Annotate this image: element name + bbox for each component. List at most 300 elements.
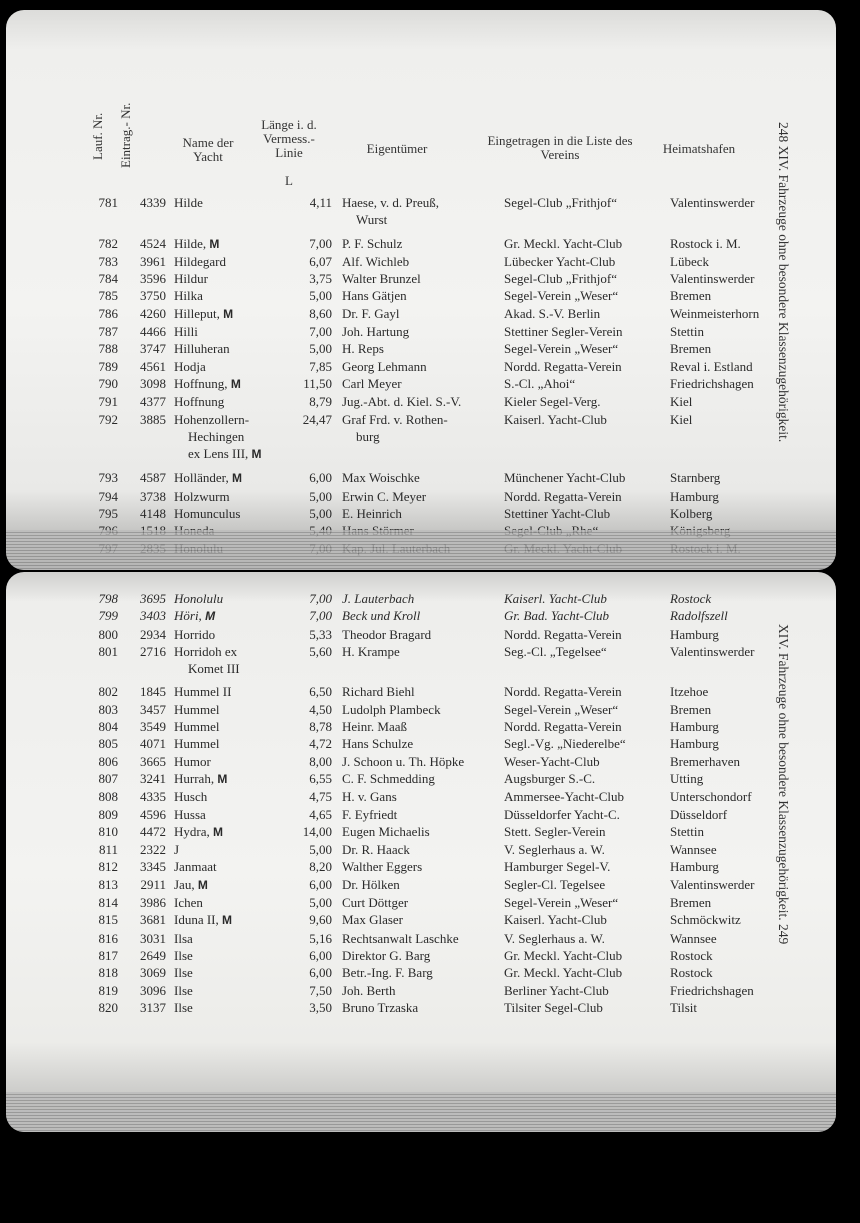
eintrag-nr [126, 505, 174, 522]
owner [342, 858, 504, 875]
side-caption-249: XIV. Fahrzeuge ohne besondere Klassenzugehörigkeit. 249 [776, 624, 791, 945]
lauf-nr-text: 795 [98, 506, 118, 522]
lauf-nr [78, 858, 126, 875]
lauf-nr-text: 786 [98, 305, 118, 321]
owner [342, 590, 504, 607]
lauf-nr-text: 793 [98, 470, 118, 486]
owner [342, 788, 504, 805]
owner-text: Alf. Wichleb [342, 253, 410, 269]
club-text: Stett. Segler-Verein [504, 823, 606, 839]
owner-text: Beck und Kroll [342, 608, 421, 624]
yacht-name [174, 505, 296, 522]
eintrag-nr-text: 3031 [140, 930, 166, 946]
lauf-nr-text: 800 [98, 626, 118, 642]
owner [342, 701, 504, 718]
lauf-nr-text: 813 [98, 876, 118, 892]
club [504, 626, 670, 643]
eintrag-nr [126, 469, 174, 487]
home-port [670, 590, 794, 607]
club-text: Nordd. Regatta-Verein [504, 626, 622, 642]
length [296, 488, 342, 505]
lauf-nr-text: 798 [98, 591, 118, 606]
yacht-name-text: Hummel II [174, 684, 232, 700]
club-text: Segel-Verein „Weser“ [504, 895, 619, 911]
owner [342, 930, 504, 947]
yacht-name-text: Ilsa [174, 930, 193, 946]
eintrag-nr [126, 488, 174, 505]
length [296, 235, 342, 253]
table-row [78, 982, 794, 999]
length [296, 982, 342, 999]
club [504, 340, 670, 357]
lauf-nr [78, 643, 126, 684]
length-text: 3,75 [309, 271, 332, 287]
club [504, 194, 670, 235]
header-laenge-label: Länge i. d. Vermess.- Linie [261, 117, 317, 160]
header-laenge [252, 118, 326, 188]
club [504, 806, 670, 823]
club [504, 375, 670, 393]
club [504, 469, 670, 487]
table-row [78, 841, 794, 858]
lauf-nr-text: 788 [98, 341, 118, 357]
lauf-nr [78, 235, 126, 253]
eintrag-nr [126, 323, 174, 340]
yacht-name [174, 894, 296, 911]
lauf-nr-text: 818 [98, 965, 118, 981]
yacht-name [174, 858, 296, 875]
yacht-name [174, 999, 296, 1016]
club [504, 683, 670, 700]
lauf-nr [78, 999, 126, 1016]
home-port-text: Wannsee [670, 930, 717, 946]
lauf-nr [78, 488, 126, 505]
club [504, 841, 670, 858]
motor-flag: M [223, 306, 234, 321]
lauf-nr [78, 253, 126, 270]
table-row [78, 194, 794, 235]
home-port-text: Wannsee [670, 842, 717, 858]
club-text: Segel-Club „Frithjof“ [504, 195, 618, 210]
club [504, 999, 670, 1016]
yacht-name-text: Hohenzollern- [174, 411, 250, 427]
eintrag-nr-text: 4596 [140, 806, 166, 822]
length-text: 5,00 [309, 842, 332, 858]
yacht-name-text: Ilse [174, 947, 193, 963]
owner [342, 911, 504, 929]
club-text: Kieler Segel-Verg. [504, 394, 601, 410]
yacht-name [174, 194, 296, 235]
length [296, 701, 342, 718]
owner [342, 411, 504, 470]
length [296, 411, 342, 470]
length-text: 5,00 [309, 506, 332, 522]
owner [342, 488, 504, 505]
length-text: 11,50 [303, 375, 332, 391]
club-text: Kaiserl. Yacht-Club [504, 411, 607, 427]
length-text: 4,50 [309, 701, 332, 717]
lauf-nr [78, 505, 126, 522]
owner [342, 340, 504, 357]
club-text: Nordd. Regatta-Verein [504, 719, 622, 735]
length [296, 753, 342, 770]
eintrag-nr-text: 3457 [140, 701, 166, 717]
club [504, 590, 670, 607]
yacht-name-text: Ilse [174, 965, 193, 981]
yacht-name-text: Ilse [174, 999, 193, 1015]
owner-text: Theodor Bragard [342, 626, 432, 642]
yacht-name [174, 340, 296, 357]
home-port [670, 964, 794, 981]
motor-flag: M [217, 771, 228, 786]
length-text: 4,72 [309, 736, 332, 752]
club-text: Düsseldorfer Yacht-C. [504, 806, 620, 822]
eintrag-nr-text: 3345 [140, 859, 166, 875]
club-text: Gr. Meckl. Yacht-Club [504, 965, 623, 981]
length [296, 253, 342, 270]
length [296, 626, 342, 643]
home-port-text: Tilsit [670, 999, 697, 1015]
length-text: 5,60 [309, 643, 332, 659]
home-port-text: Hamburg [670, 719, 719, 735]
owner [342, 305, 504, 323]
lauf-nr [78, 270, 126, 287]
table-row [78, 358, 794, 375]
lauf-nr-text: 790 [98, 375, 118, 391]
owner [342, 626, 504, 643]
lauf-nr-text: 811 [98, 842, 118, 858]
yacht-name-text: Hilleput, [174, 305, 220, 321]
club [504, 823, 670, 841]
eintrag-nr-text: 2322 [140, 842, 166, 858]
home-port-text: Weinmeisterhorn [670, 305, 760, 321]
lauf-nr-text: 815 [98, 912, 118, 928]
length-text: 7,00 [309, 324, 332, 340]
table-row [78, 894, 794, 911]
eintrag-nr [126, 930, 174, 947]
owner-text: Direktor G. Barg [342, 947, 431, 963]
eintrag-nr [126, 287, 174, 304]
table-row [78, 930, 794, 947]
lauf-nr [78, 806, 126, 823]
eintrag-nr-text: 1845 [140, 684, 166, 700]
eintrag-nr-text: 4071 [140, 736, 166, 752]
owner-text: Richard Biehl [342, 684, 415, 700]
lauf-nr [78, 911, 126, 929]
eintrag-nr-text: 3681 [140, 912, 166, 928]
eintrag-nr-text: 2934 [140, 626, 166, 642]
owner [342, 607, 504, 625]
home-port-text: Valentinswerder [670, 271, 755, 287]
eintrag-nr [126, 270, 174, 287]
yacht-name [174, 469, 296, 487]
club [504, 894, 670, 911]
yacht-name-text: Honolulu [174, 591, 224, 606]
length [296, 305, 342, 323]
lauf-nr [78, 982, 126, 999]
eintrag-nr-text: 3241 [140, 770, 166, 786]
yacht-name [174, 607, 296, 625]
table-row [78, 683, 794, 700]
motor-flag: M [231, 471, 242, 486]
length [296, 947, 342, 964]
home-port-text: Rostock [670, 947, 713, 963]
table-row [78, 947, 794, 964]
club [504, 947, 670, 964]
lauf-nr-text: 789 [98, 358, 118, 374]
club [504, 607, 670, 625]
yacht-name-text: Hilde, [174, 235, 207, 251]
owner [342, 253, 504, 270]
eintrag-nr [126, 194, 174, 235]
eintrag-nr [126, 626, 174, 643]
length-text: 7,85 [309, 358, 332, 374]
owner [342, 964, 504, 981]
eintrag-nr [126, 876, 174, 894]
yacht-name [174, 701, 296, 718]
eintrag-nr [126, 253, 174, 270]
eintrag-nr [126, 753, 174, 770]
length [296, 393, 342, 410]
header-laenge-unit: L [285, 173, 293, 188]
yacht-name-text: Hilluheran [174, 341, 230, 357]
club-text: V. Seglerhaus a. W. [504, 842, 605, 858]
owner [342, 235, 504, 253]
owner [342, 287, 504, 304]
yacht-name-text: Janmaat [174, 859, 217, 875]
yacht-name-text: Jau, [174, 876, 195, 892]
header-eintrag-nr: Eintrag.- Nr. [118, 102, 133, 168]
eintrag-nr [126, 683, 174, 700]
length [296, 469, 342, 487]
yacht-name-text: Holzwurm [174, 488, 230, 504]
yacht-name [174, 590, 296, 607]
home-port [670, 505, 794, 522]
eintrag-nr-text: 4260 [140, 305, 166, 321]
owner-text: H. v. Gans [342, 789, 397, 805]
club-text: Stettiner Segler-Verein [504, 324, 623, 340]
home-port [670, 999, 794, 1016]
table-row [78, 235, 794, 253]
lauf-nr [78, 393, 126, 410]
club [504, 253, 670, 270]
lauf-nr-text: 817 [98, 947, 118, 963]
eintrag-nr-text: 3961 [140, 253, 166, 269]
club-text: Augsburger S.-C. [504, 770, 596, 786]
length [296, 999, 342, 1016]
eintrag-nr [126, 788, 174, 805]
length-text: 8,79 [309, 394, 332, 410]
yacht-name-text: Ilse [174, 982, 193, 998]
yacht-name [174, 270, 296, 287]
table-row [78, 770, 794, 788]
club [504, 393, 670, 410]
yacht-name-text: Holländer, [174, 470, 229, 486]
yacht-name [174, 235, 296, 253]
eintrag-nr-text: 4377 [140, 394, 166, 410]
lauf-nr-text: 809 [98, 806, 118, 822]
lauf-nr [78, 964, 126, 981]
owner [342, 505, 504, 522]
eintrag-nr-text: 3069 [140, 965, 166, 981]
length [296, 643, 342, 684]
length-text: 4,65 [309, 806, 332, 822]
length [296, 964, 342, 981]
club [504, 911, 670, 929]
length-text: 9,60 [309, 912, 332, 928]
eintrag-nr [126, 911, 174, 929]
club [504, 982, 670, 999]
motor-flag: M [205, 609, 216, 624]
lauf-nr-text: 799 [98, 608, 118, 624]
lauf-nr [78, 683, 126, 700]
club-text: S.-Cl. „Ahoi“ [504, 375, 576, 391]
lauf-nr-text: 804 [98, 719, 118, 735]
lauf-nr-text: 806 [98, 753, 118, 769]
club-text: Segel-Verein „Weser“ [504, 288, 619, 304]
home-port-text: Lübeck [670, 253, 709, 269]
table-row [78, 718, 794, 735]
yacht-name-text: Hoffnung, [174, 375, 228, 391]
table-row [78, 393, 794, 410]
table-row [78, 323, 794, 340]
owner [342, 735, 504, 752]
table-row [78, 488, 794, 505]
lauf-nr [78, 626, 126, 643]
owner [342, 194, 504, 235]
length [296, 358, 342, 375]
lauf-nr-text: 801 [98, 643, 118, 659]
owner-text: Bruno Trzaska [342, 999, 419, 1015]
length [296, 858, 342, 875]
motor-flag: M [230, 376, 241, 391]
yacht-name [174, 626, 296, 643]
length-text: 5,33 [309, 626, 332, 642]
lauf-nr-text: 784 [98, 271, 118, 287]
table-row [78, 964, 794, 981]
eintrag-nr-text: 2649 [140, 947, 166, 963]
table-row [78, 643, 794, 684]
yacht-name [174, 358, 296, 375]
club [504, 858, 670, 875]
yacht-name-line2: Komet III [188, 661, 240, 677]
club-text: Weser-Yacht-Club [504, 753, 600, 769]
eintrag-nr-text: 3098 [140, 375, 166, 391]
lauf-nr-text: 782 [98, 235, 118, 251]
yacht-name [174, 947, 296, 964]
header-eingetragen: Eingetragen in die Liste des Vereins [487, 133, 633, 162]
eintrag-nr-text: 3885 [140, 411, 166, 427]
club [504, 235, 670, 253]
owner-text: Rechtsanwalt Laschke [342, 930, 459, 946]
yacht-name [174, 411, 296, 470]
owner [342, 270, 504, 287]
eintrag-nr-text: 3695 [140, 591, 166, 606]
length-text: 6,00 [309, 965, 332, 981]
eintrag-nr-text: 3750 [140, 288, 166, 304]
length-text: 7,00 [309, 591, 332, 606]
club-text: Segel-Verein „Weser“ [504, 701, 619, 717]
lauf-nr-text: 791 [98, 394, 118, 410]
yacht-name [174, 788, 296, 805]
table-row [78, 701, 794, 718]
length [296, 894, 342, 911]
eintrag-nr-text: 4148 [140, 506, 166, 522]
table-row [78, 375, 794, 393]
home-port-text: Valentinswerder [670, 195, 755, 210]
length-text: 8,78 [309, 719, 332, 735]
eintrag-nr [126, 770, 174, 788]
home-port-text: Hamburg [670, 736, 719, 752]
yacht-name [174, 287, 296, 304]
owner [342, 753, 504, 770]
club [504, 411, 670, 470]
length-text: 7,50 [309, 982, 332, 998]
club [504, 770, 670, 788]
length-text: 5,00 [309, 895, 332, 911]
eintrag-nr [126, 235, 174, 253]
home-port-text: Hamburg [670, 488, 719, 504]
home-port-text: Valentinswerder [670, 643, 755, 659]
home-port-text: Rostock [670, 965, 713, 981]
club-text: Lübecker Yacht-Club [504, 253, 616, 269]
lauf-nr-text: 781 [98, 195, 118, 210]
home-port-text: Starnberg [670, 470, 721, 486]
eintrag-nr-text: 4524 [140, 235, 166, 251]
lauf-nr-text: 803 [98, 701, 118, 717]
club-text: Ammersee-Yacht-Club [504, 789, 624, 805]
club-text: Nordd. Regatta-Verein [504, 684, 622, 700]
home-port-text: Utting [670, 770, 704, 786]
length [296, 323, 342, 340]
eintrag-nr-text: 4561 [140, 358, 166, 374]
club-text: Tilsiter Segel-Club [504, 999, 603, 1015]
table-row [78, 253, 794, 270]
yacht-name-text: Hildur [174, 271, 208, 287]
yacht-name [174, 770, 296, 788]
motor-flag: M [251, 447, 262, 462]
length [296, 841, 342, 858]
lauf-nr-text: 783 [98, 253, 118, 269]
club [504, 287, 670, 304]
home-port-text: Bremen [670, 701, 712, 717]
home-port-text: Unterschondorf [670, 789, 752, 805]
yacht-name-text: Homunculus [174, 506, 241, 522]
club [504, 505, 670, 522]
lauf-nr-text: 819 [98, 982, 118, 998]
eintrag-nr-text: 2911 [140, 876, 166, 892]
home-port [670, 947, 794, 964]
club [504, 643, 670, 684]
lauf-nr [78, 735, 126, 752]
eintrag-nr [126, 718, 174, 735]
eintrag-nr [126, 999, 174, 1016]
yacht-name [174, 488, 296, 505]
club-text: Gr. Meckl. Yacht-Club [504, 947, 623, 963]
owner [342, 894, 504, 911]
eintrag-nr-text: 3096 [140, 982, 166, 998]
club [504, 876, 670, 894]
yacht-name [174, 841, 296, 858]
yacht-name-line2: Hechingen [188, 428, 245, 444]
table-row [78, 806, 794, 823]
yacht-name [174, 930, 296, 947]
length-text: 6,55 [309, 770, 332, 786]
club [504, 718, 670, 735]
owner-text: H. Reps [342, 341, 384, 357]
eintrag-nr-text: 3549 [140, 719, 166, 735]
header-heimatshafen: Heimatshafen [662, 141, 736, 156]
